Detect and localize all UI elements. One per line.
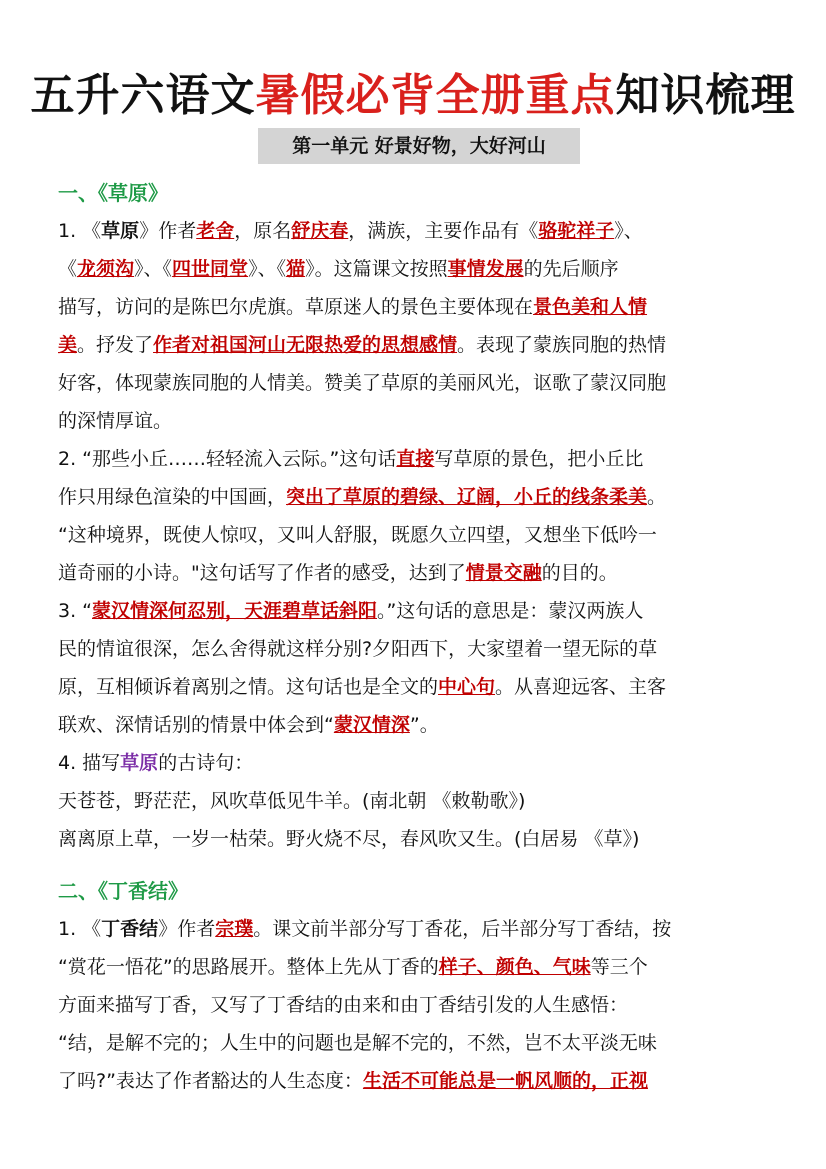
text-run: 了吗?”表达了作者豁达的人生态度： xyxy=(58,1070,363,1092)
text-run: 的目的。 xyxy=(541,562,618,584)
paragraph-caoyuan-2 xyxy=(58,440,778,592)
text-line: 民的情谊很深，怎么舍得就这样分别?夕阳西下，大家望着一望无际的草 xyxy=(58,638,658,660)
poem-line: 离离原上草，一岁一枯荣。野火烧不尽，春风吹又生。(白居易 《草》) xyxy=(58,828,640,850)
key-term: 情景交融 xyxy=(465,562,542,584)
text-line xyxy=(58,478,778,516)
key-term: 蒙汉情深何忍别，天涯碧草话斜阳 xyxy=(92,600,378,622)
unit-banner: 第一单元 好景好物，大好河山 xyxy=(258,128,580,164)
text-run: 等三个 xyxy=(590,956,648,978)
poem-line: 天苍苍，野茫茫，风吹草低见牛羊。(南北朝 《敕勒歌》) xyxy=(58,790,526,812)
text-run: ，满族，主要作品有《 xyxy=(348,220,539,242)
document-title xyxy=(0,68,826,124)
text-run: 》、《 xyxy=(134,258,173,280)
paragraph-dingxiangjie-1 xyxy=(58,910,778,1100)
text-line xyxy=(58,250,778,288)
paragraph-caoyuan-1 xyxy=(58,212,778,440)
text-run: 的古诗句： xyxy=(158,752,254,774)
text-line xyxy=(58,326,778,364)
text-run: 写草原的景色，把小丘比 xyxy=(434,448,644,470)
text-run: 。课文前半部分写丁香花，后半部分写丁香结，按 xyxy=(253,918,672,940)
text-run: 作只用绿色渲染的中国画， xyxy=(58,486,287,508)
key-term: 骆驼祥子 xyxy=(538,220,615,242)
key-term: 宗璞 xyxy=(215,918,254,940)
text-line: “结，是解不完的；人生中的问题也是解不完的，不然，岂不太平淡无味 xyxy=(58,1032,657,1054)
text-run: 。表现了蒙族同胞的热情 xyxy=(457,334,667,356)
key-term: 样子、颜色、气味 xyxy=(438,956,591,978)
text-run: 。抒发了 xyxy=(77,334,154,356)
key-term: 直接 xyxy=(396,448,435,470)
text-line xyxy=(58,592,778,630)
key-term: 猫 xyxy=(286,258,306,280)
text-run: 2. “那些小丘……轻轻流入云际。”这句话 xyxy=(58,448,397,470)
key-term-purple: 草原 xyxy=(120,752,159,774)
text-run: 4. 描写 xyxy=(58,752,121,774)
paragraph-caoyuan-4 xyxy=(58,744,778,858)
text-run: 。从喜迎远客、主客 xyxy=(495,676,667,698)
text-line: 方面来描写丁香，又写了丁香结的由来和由丁香结引发的人生感悟： xyxy=(58,994,629,1016)
text-line: “这种境界，既使人惊叹，又叫人舒服，既愿久立四望，又想坐下低吟一 xyxy=(58,524,657,546)
text-run: 道奇丽的小诗。"这句话写了作者的感受，达到了 xyxy=(58,562,466,584)
key-term: 龙须沟 xyxy=(77,258,135,280)
text-run-bold: 丁香结 xyxy=(101,918,159,940)
text-line xyxy=(58,554,778,592)
text-run: 联欢、深情话别的情景中体会到“ xyxy=(58,714,334,736)
text-run: 1. 《 xyxy=(58,918,102,940)
text-run: 。 xyxy=(647,486,667,508)
text-run: 的先后顺序 xyxy=(523,258,619,280)
text-line xyxy=(58,440,778,478)
key-term: 景色美和人情 xyxy=(533,296,648,318)
text-run: 》、 xyxy=(614,220,643,242)
text-run: 1. 《 xyxy=(58,220,102,242)
key-term: 作者对祖国河山无限热爱的思想感情 xyxy=(153,334,458,356)
text-run: 《 xyxy=(58,258,78,280)
section-heading-caoyuan: 一、《草原》 xyxy=(58,181,168,205)
title-part-1: 五升六语文 xyxy=(30,70,256,121)
text-line xyxy=(58,744,778,782)
text-run: ，原名 xyxy=(234,220,292,242)
section-heading-dingxiangjie: 二、《丁香结》 xyxy=(58,879,188,903)
text-line xyxy=(58,668,778,706)
title-part-2-highlight: 暑假必背全册重点 xyxy=(255,70,616,121)
text-line: 的深情厚谊。 xyxy=(58,410,173,432)
text-line xyxy=(58,910,778,948)
key-term: 四世同堂 xyxy=(172,258,249,280)
text-run: 》、《 xyxy=(248,258,287,280)
key-term: 事情发展 xyxy=(447,258,524,280)
text-line: 好客，体现蒙族同胞的人情美。赞美了草原的美丽风光，讴歌了蒙汉同胞 xyxy=(58,372,667,394)
text-run: 原，互相倾诉着离别之情。这句话也是全文的 xyxy=(58,676,439,698)
key-term: 中心句 xyxy=(438,676,496,698)
key-term: 美 xyxy=(58,334,78,356)
text-run: 3. “ xyxy=(58,600,93,622)
text-run: “赏花一悟花”的思路展开。整体上先从丁香的 xyxy=(58,956,439,978)
text-run: 》。这篇课文按照 xyxy=(305,258,448,280)
text-run: 。”这句话的意思是：蒙汉两族人 xyxy=(377,600,644,622)
text-line xyxy=(58,212,778,250)
key-term: 生活不可能总是一帆风顺的，正视 xyxy=(362,1070,648,1092)
key-term: 舒庆春 xyxy=(291,220,349,242)
key-term: 老舍 xyxy=(196,220,235,242)
text-run-bold: 草原 xyxy=(101,220,140,242)
text-run: ”。 xyxy=(409,714,439,736)
paragraph-caoyuan-3 xyxy=(58,592,778,744)
text-line xyxy=(58,706,778,744)
key-term: 突出了草原的碧绿、辽阔，小丘的线条柔美 xyxy=(286,486,648,508)
text-run: 描写，访问的是陈巴尔虎旗。草原迷人的景色主要体现在 xyxy=(58,296,534,318)
title-part-3: 知识梳理 xyxy=(615,70,796,121)
text-run: 》作者 xyxy=(158,918,216,940)
key-term: 蒙汉情深 xyxy=(333,714,410,736)
text-line xyxy=(58,948,778,986)
text-line xyxy=(58,1062,778,1100)
text-run: 》作者 xyxy=(139,220,197,242)
text-line xyxy=(58,288,778,326)
